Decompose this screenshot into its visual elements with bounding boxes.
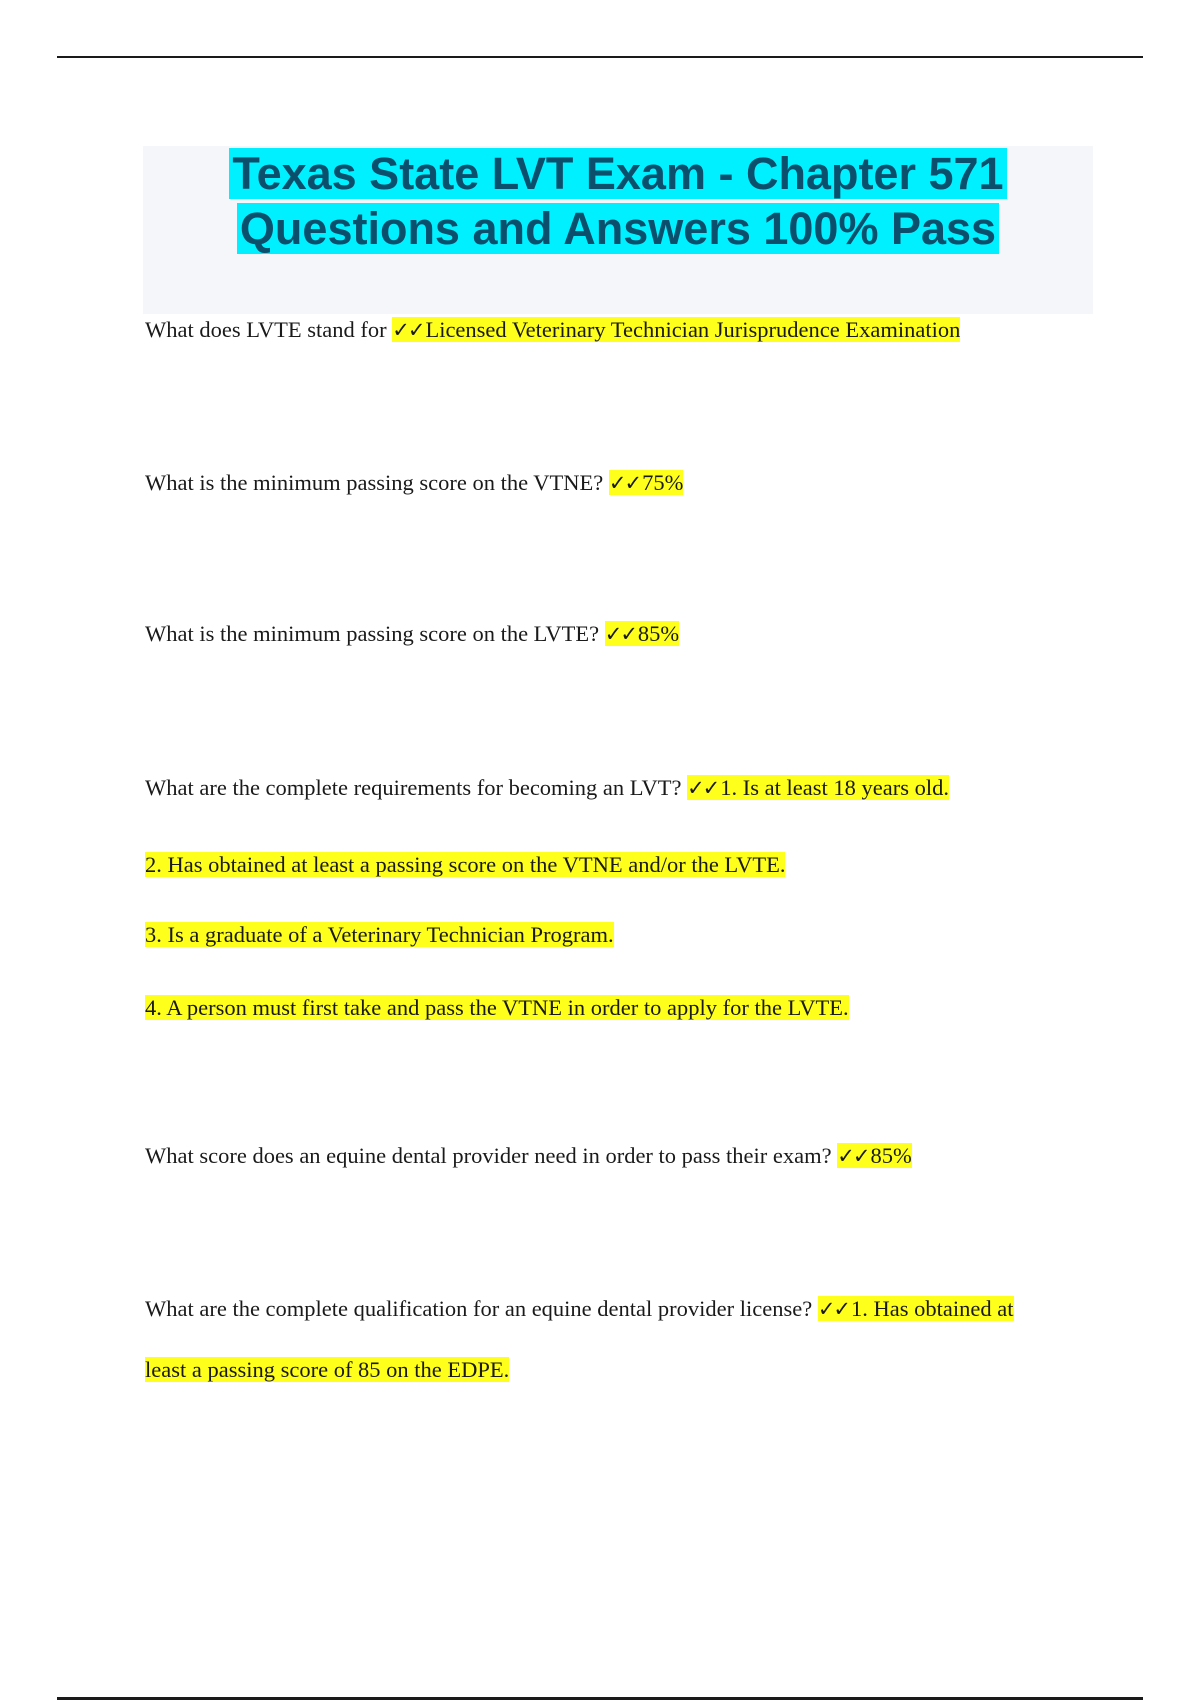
question-text: What score does an equine dental provider need in order to pass their exam? [145, 1143, 832, 1168]
document-title [143, 146, 1093, 256]
answer-highlight [687, 775, 949, 800]
question-text: What is the minimum passing score on the LVTE? [145, 621, 600, 646]
answer-text: 2. Has obtained at least a passing score on the VTNE and/or the LVTE. [145, 852, 786, 877]
answer-text: Licensed Veterinary Technician Jurisprudence Examination [425, 317, 961, 342]
answer-text: 85% [870, 1143, 912, 1168]
question-text: What are the complete requirements for becoming an LVT? [145, 775, 682, 800]
qa-item-2 [145, 467, 683, 499]
double-check-icon: ✓✓ [392, 318, 424, 342]
qa-item-4-continuation-3 [145, 992, 849, 1024]
qa-item-1 [145, 314, 960, 346]
answer-text: 75% [642, 470, 684, 495]
question-text: What is the minimum passing score on the VTNE? [145, 470, 604, 495]
answer-highlight [605, 621, 679, 646]
double-check-icon: ✓✓ [687, 776, 719, 800]
answer-text: 1. Is at least 18 years old. [720, 775, 949, 800]
answer-text: least a passing score of 85 on the EDPE. [145, 1357, 510, 1382]
title-line-1: Texas State LVT Exam - Chapter 571 [229, 148, 1006, 199]
qa-item-3 [145, 618, 679, 650]
qa-item-6 [145, 1293, 1014, 1325]
qa-item-6-continuation-1 [145, 1354, 509, 1386]
answer-text: 4. A person must first take and pass the VTNE in order to apply for the LVTE. [145, 995, 849, 1020]
qa-item-5 [145, 1140, 912, 1172]
double-check-icon: ✓✓ [837, 1144, 869, 1168]
answer-highlight [392, 317, 960, 342]
answer-text: 3. Is a graduate of a Veterinary Technician Program. [145, 922, 614, 947]
question-text: What does LVTE stand for [145, 317, 387, 342]
qa-item-4 [145, 772, 949, 804]
double-check-icon: ✓✓ [608, 471, 641, 495]
qa-item-4-continuation-1 [145, 849, 785, 881]
answer-text: 1. Has obtained at [851, 1296, 1014, 1321]
double-check-icon: ✓✓ [817, 1297, 850, 1321]
answer-highlight [818, 1296, 1014, 1321]
top-rule [57, 56, 1143, 58]
qa-item-4-continuation-2 [145, 919, 614, 951]
title-line-2: Questions and Answers 100% Pass [237, 203, 999, 254]
question-text: What are the complete qualification for an equine dental provider license? [145, 1296, 813, 1321]
double-check-icon: ✓✓ [604, 622, 636, 646]
answer-highlight [609, 470, 683, 495]
answer-text: 85% [637, 621, 680, 646]
answer-highlight [837, 1143, 911, 1168]
